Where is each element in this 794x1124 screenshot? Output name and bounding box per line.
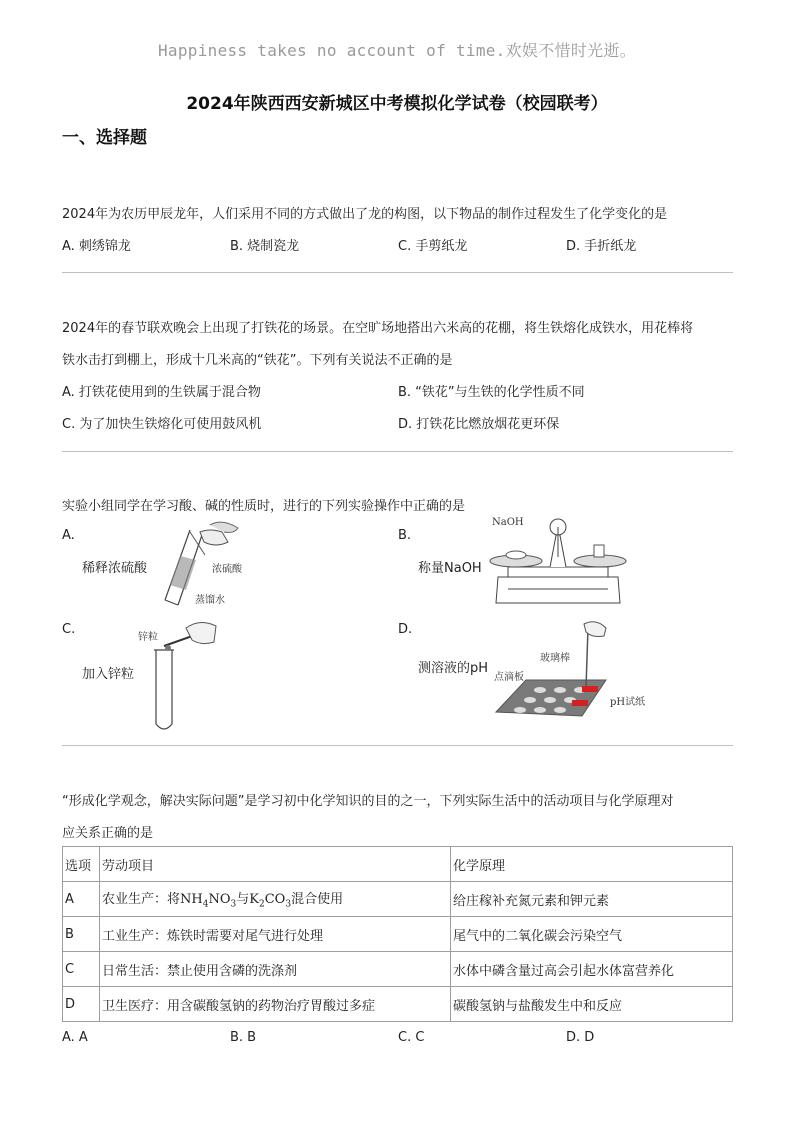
q2-option-b[interactable]: B. “铁花”与生铁的化学性质不同	[398, 385, 585, 400]
table-header-cell: 化学原理	[451, 847, 733, 882]
q3-d-tag-plate: 点滴板	[494, 672, 524, 683]
row-project: 农业生产：将$NH_4NO_3$与$K_2CO_3$混合使用	[100, 882, 451, 917]
row-option: B	[63, 917, 100, 952]
q1-option-d[interactable]: D. 手折纸龙	[566, 239, 637, 254]
row-principle: 碳酸氢钠与盐酸发生中和反应	[451, 987, 733, 1022]
row-option: D	[63, 987, 100, 1022]
table-row	[63, 987, 733, 1022]
q4-option-c[interactable]: C. C	[398, 1030, 425, 1045]
table-header-cell: 选项	[63, 847, 100, 882]
section-heading: 一、选择题	[62, 128, 147, 148]
q3-option-a-letter[interactable]: A.	[62, 528, 75, 543]
q1-option-a[interactable]: A. 刺绣锦龙	[62, 239, 131, 254]
divider	[62, 272, 733, 273]
row-project: 工业生产：炼铁时需要对尾气进行处理	[100, 917, 451, 952]
q3-b-tag-naoh: NaOH	[492, 517, 524, 528]
table-header-row	[63, 847, 733, 882]
q4-stem-line2: 应关系正确的是	[62, 826, 154, 841]
q3-d-tag-rod: 玻璃棒	[540, 653, 570, 664]
q4-stem-line1: “形成化学观念，解决实际问题”是学习初中化学知识的目的之一，下列实际生活中的活动项目与化学原理对	[62, 794, 674, 809]
q3-stem: 实验小组同学在学习酸、碱的性质时，进行的下列实验操作中正确的是	[62, 499, 466, 514]
q3-option-c-letter[interactable]: C.	[62, 622, 76, 637]
q2-option-a[interactable]: A. 打铁花使用到的生铁属于混合物	[62, 385, 261, 400]
q3-option-d-letter[interactable]: D.	[398, 622, 413, 637]
q4-option-d[interactable]: D. D	[566, 1030, 595, 1045]
row-principle: 水体中磷含量过高会引起水体富营养化	[451, 952, 733, 987]
q2-option-d[interactable]: D. 打铁花比燃放烟花更环保	[398, 417, 560, 432]
q1-stem: 2024年为农历甲辰龙年，人们采用不同的方式做出了龙的构图，以下物品的制作过程发生了化学变化的是	[62, 207, 668, 222]
header-motto: Happiness takes no account of time.欢娱不惜时光逝。	[157, 41, 637, 60]
page-title: 2024年陕西西安新城区中考模拟化学试卷（校园联考）	[186, 94, 608, 114]
zinc-tube-illustration	[140, 612, 230, 734]
q3-option-a-label: 稀释浓硫酸	[82, 561, 148, 576]
q3-option-d-label: 测溶液的pH	[418, 661, 489, 676]
row-project: 日常生活：禁止使用含磷的洗涤剂	[100, 952, 451, 987]
q3-a-tag-water: 蒸馏水	[195, 595, 225, 606]
table-header-cell: 劳动项目	[100, 847, 451, 882]
q3-a-tag-acid: 浓硫酸	[212, 564, 242, 575]
divider	[62, 745, 733, 746]
q3-option-c-label: 加入锌粒	[82, 667, 135, 682]
ph-test-illustration	[492, 620, 612, 720]
q4-option-a[interactable]: A. A	[62, 1030, 88, 1045]
row-option: C	[63, 952, 100, 987]
q1-option-c[interactable]: C. 手剪纸龙	[398, 239, 468, 254]
table-row	[63, 882, 733, 917]
table-row	[63, 917, 733, 952]
q1-option-b[interactable]: B. 烧制瓷龙	[230, 239, 300, 254]
q4-table	[62, 846, 733, 1022]
q2-stem-line1: 2024年的春节联欢晚会上出现了打铁花的场景。在空旷场地搭出六米高的花棚，将生铁熔化成铁水，用花棒将	[62, 321, 694, 336]
row-principle: 给庄稼补充氮元素和钾元素	[451, 882, 733, 917]
row-project: 卫生医疗：用含碳酸氢钠的药物治疗胃酸过多症	[100, 987, 451, 1022]
q3-d-tag-paper: pH试纸	[610, 697, 646, 708]
q3-option-b-letter[interactable]: B.	[398, 528, 412, 543]
q2-stem-line2: 铁水击打到棚上，形成十几米高的“铁花”。下列有关说法不正确的是	[62, 353, 453, 368]
q4-option-b[interactable]: B. B	[230, 1030, 257, 1045]
q2-option-c[interactable]: C. 为了加快生铁熔化可使用鼓风机	[62, 417, 262, 432]
divider	[62, 451, 733, 452]
q3-c-tag-zinc: 锌粒	[138, 632, 158, 643]
q3-option-b-label: 称量NaOH	[418, 561, 482, 576]
row-principle: 尾气中的二氧化碳会污染空气	[451, 917, 733, 952]
balance-illustration	[488, 515, 628, 613]
table-row	[63, 952, 733, 987]
row-option: A	[63, 882, 100, 917]
